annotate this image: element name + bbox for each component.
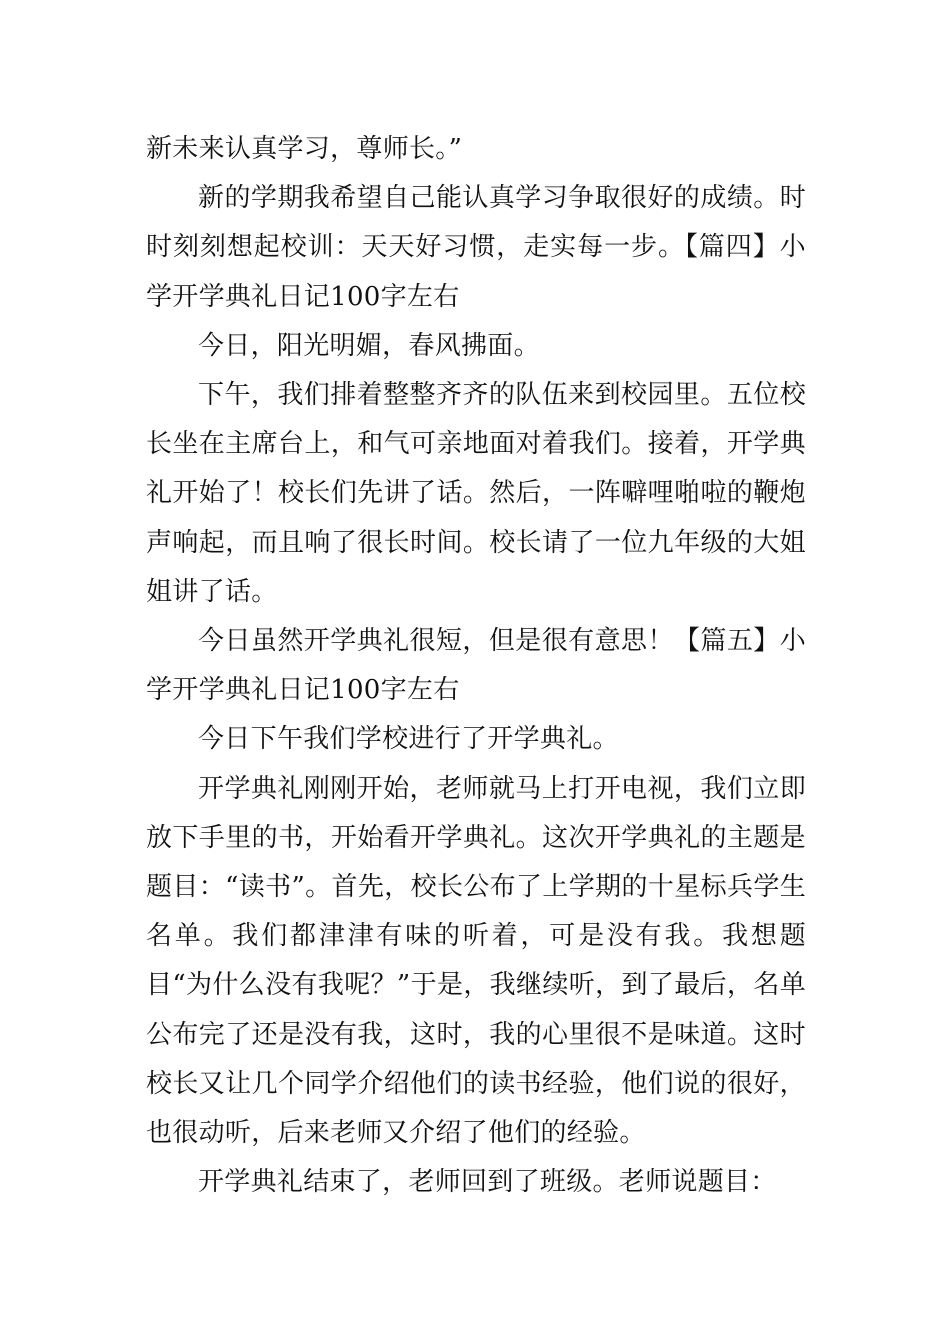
document-body <box>146 125 806 1207</box>
paragraph-3: 今日，阳光明媚，春风拂面。 <box>198 330 540 361</box>
paragraph-4: 下午，我们排着整整齐齐的队伍来到校园里。五位校长坐在主席台上，和气可亲地面对着我们。接着，开学典礼开始了！校长们先讲了话。然后，一阵噼哩啪啦的鞭炮声响起，而且响了很长时间。校长请了一位九年级的大姐姐讲了话。 <box>146 380 806 607</box>
paragraph-5: 今日虽然开学典礼很短，但是很有意思！【篇五】小学开学典礼日记100字左右 <box>146 626 806 706</box>
paragraph-8: 开学典礼结束了，老师回到了班级。老师说题目： <box>198 1167 777 1198</box>
paragraph-2: 新的学期我希望自己能认真学习争取很好的成绩。时时刻刻想起校训：天天好习惯，走实每一步。【篇四】小学开学典礼日记100字左右 <box>146 183 806 312</box>
paragraph-1: 新未来认真学习，尊师长。” <box>146 134 463 164</box>
paragraph-7: 开学典礼刚刚开始，老师就马上打开电视，我们立即放下手里的书，开始看开学典礼。这次开学典礼的主题是题目：“读书”。首先，校长公布了上学期的十星标兵学生名单。我们都津津有味的听着，可是没有我。我想题目“为什么没有我呢？”于是，我继续听，到了最后，名单公布完了还是没有我，这时，我的心里很不是味道。这时校长又让几个同学介绍他们的读书经验，他们说的很好，也很动听，后来老师又介绍了他们的经验。 <box>146 773 806 1149</box>
paragraph-6: 今日下午我们学校进行了开学典礼。 <box>198 724 619 755</box>
